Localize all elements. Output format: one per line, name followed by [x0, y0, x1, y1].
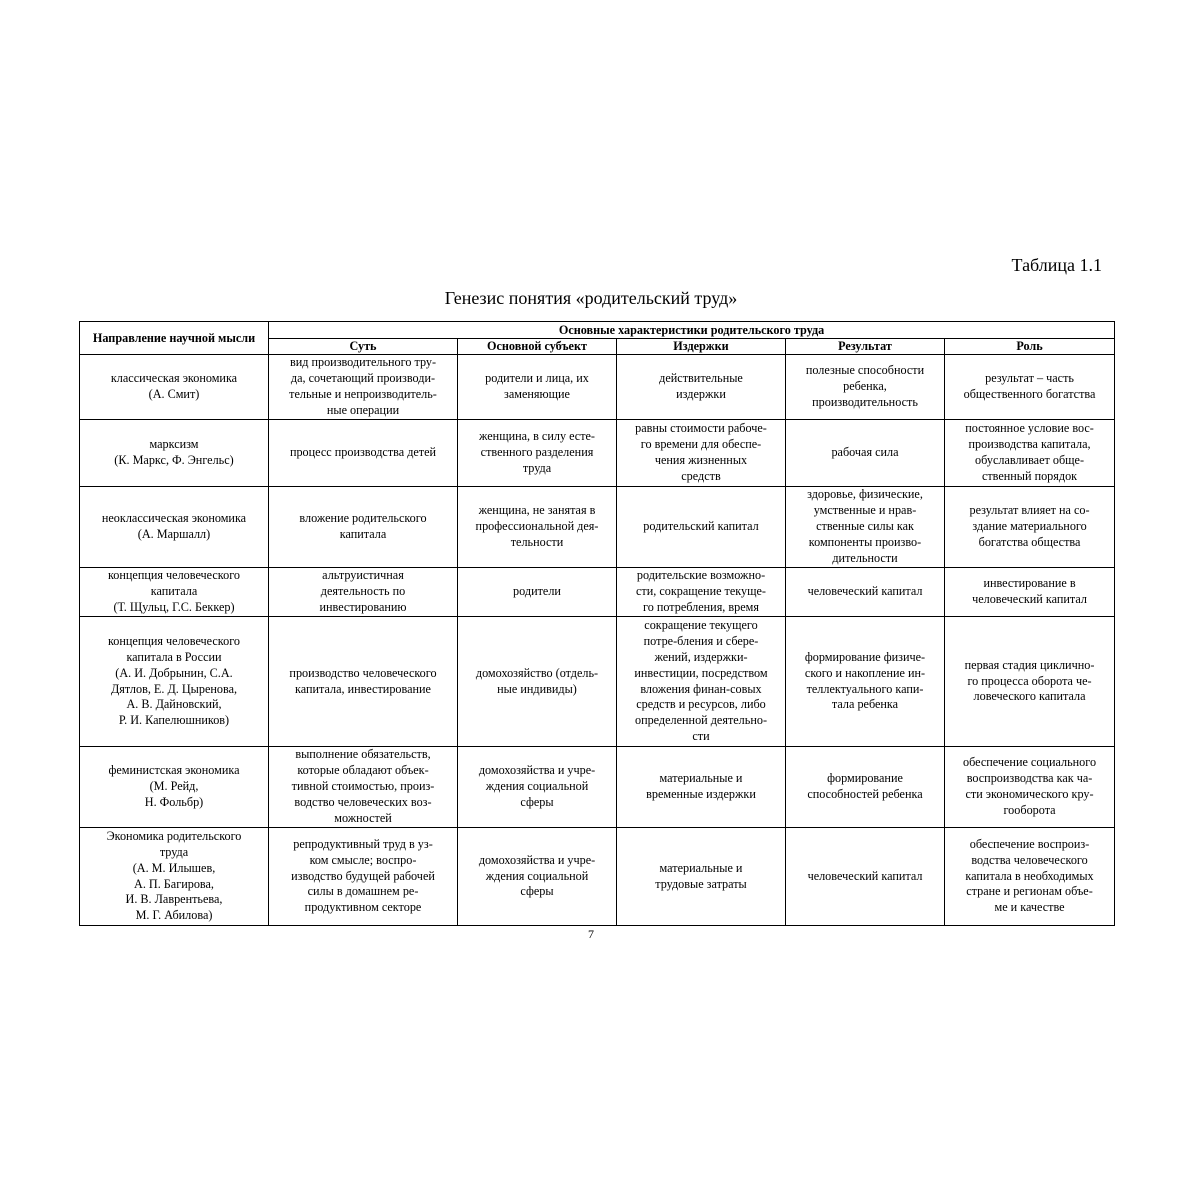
cell-subject: домохозяйства и учре- ждения социальной сферы [458, 828, 617, 926]
cell-result: формирование способностей ребенка [786, 747, 945, 828]
cell-direction: Экономика родительского труда (А. М. Илышев, А. П. Багирова, И. В. Лаврентьева, М. Г. Абилова) [80, 828, 269, 926]
table-row [80, 487, 1115, 568]
header-essence: Суть [269, 339, 458, 355]
cell-result: формирование физиче- ского и накопление ин- теллектуального капи- тала ребенка [786, 617, 945, 747]
cell-subject: родители [458, 568, 617, 617]
cell-role: постоянное условие вос- производства капитала, обуславливает обще- ственный порядок [945, 420, 1115, 487]
table-row [80, 355, 1115, 420]
header-direction: Направление научной мысли [80, 322, 269, 355]
table-number: Таблица 1.1 [1011, 255, 1102, 275]
cell-direction: классическая экономика (А. Смит) [80, 355, 269, 420]
cell-essence: вид производительного тру- да, сочетающий производи- тельные и непроизводитель- ные операции [269, 355, 458, 420]
cell-result: рабочая сила [786, 420, 945, 487]
cell-essence: альтруистичная деятельность по инвестированию [269, 568, 458, 617]
cell-subject: домохозяйства и учре- ждения социальной сферы [458, 747, 617, 828]
table-row [80, 617, 1115, 747]
cell-essence: выполнение обязательств, которые обладают объек- тивной стоимостью, произ- водство человеческих воз- можностей [269, 747, 458, 828]
header-subject: Основной субъект [458, 339, 617, 355]
cell-costs: действительные издержки [617, 355, 786, 420]
cell-direction: марксизм (К. Маркс, Ф. Энгельс) [80, 420, 269, 487]
cell-role: обеспечение воспроиз- водства человеческого капитала в необходимых стране и регионам объе- ме и качестве [945, 828, 1115, 926]
cell-result: полезные способности ребенка, производительность [786, 355, 945, 420]
cell-subject: женщина, в силу есте- ственного разделения труда [458, 420, 617, 487]
cell-role: первая стадия циклично- го процесса оборота че- ловеческого капитала [945, 617, 1115, 747]
cell-essence: производство человеческого капитала, инвестирование [269, 617, 458, 747]
cell-role: инвестирование в человеческий капитал [945, 568, 1115, 617]
cell-result: человеческий капитал [786, 828, 945, 926]
cell-costs: материальные и трудовые затраты [617, 828, 786, 926]
table-title: Генезис понятия «родительский труд» [444, 288, 738, 308]
cell-direction: концепция человеческого капитала (Т. Щульц, Г.С. Беккер) [80, 568, 269, 617]
cell-essence: процесс производства детей [269, 420, 458, 487]
cell-result: здоровье, физические, умственные и нрав- ственные силы как компоненты произво- дительности [786, 487, 945, 568]
genesis-table [79, 321, 1115, 926]
header-row-top [80, 322, 1115, 339]
cell-result: человеческий капитал [786, 568, 945, 617]
header-role: Роль [945, 339, 1115, 355]
cell-direction: концепция человеческого капитала в России (А. И. Добрынин, С.А. Дятлов, Е. Д. Цыренова, А. В. Дайновский, Р. И. Капелюшников) [80, 617, 269, 747]
header-costs: Издержки [617, 339, 786, 355]
cell-direction: неоклассическая экономика (А. Маршалл) [80, 487, 269, 568]
cell-essence: репродуктивный труд в уз- ком смысле; воспро- изводство будущей рабочей силы в домашнем ре- продуктивном секторе [269, 828, 458, 926]
cell-role: результат – часть общественного богатства [945, 355, 1115, 420]
cell-role: обеспечение социального воспроизводства как ча- сти экономического кру- гооборота [945, 747, 1115, 828]
cell-direction: феминистская экономика (М. Рейд, Н. Фольбр) [80, 747, 269, 828]
cell-subject: домохозяйство (отдель- ные индивиды) [458, 617, 617, 747]
cell-costs: родительские возможно- сти, сокращение текуще- го потребления, время [617, 568, 786, 617]
cell-costs: равны стоимости рабоче- го времени для обеспе- чения жизненных средств [617, 420, 786, 487]
cell-subject: родители и лица, их заменяющие [458, 355, 617, 420]
page-number: 7 [588, 927, 594, 941]
table-body [80, 355, 1115, 926]
cell-role: результат влияет на со- здание материального богатства общества [945, 487, 1115, 568]
header-result: Результат [786, 339, 945, 355]
table-row [80, 568, 1115, 617]
cell-essence: вложение родительского капитала [269, 487, 458, 568]
cell-costs: сокращение текущего потре-бления и сбере- жений, издержки- инвестиции, посредством вложения финан-совых средств и ресурсов, либо определенной деятельно- сти [617, 617, 786, 747]
table-row [80, 420, 1115, 487]
cell-costs: родительский капитал [617, 487, 786, 568]
table-row [80, 828, 1115, 926]
header-group: Основные характеристики родительского труда [269, 322, 1115, 339]
table-row [80, 747, 1115, 828]
cell-costs: материальные и временные издержки [617, 747, 786, 828]
cell-subject: женщина, не занятая в профессиональной дея- тельности [458, 487, 617, 568]
